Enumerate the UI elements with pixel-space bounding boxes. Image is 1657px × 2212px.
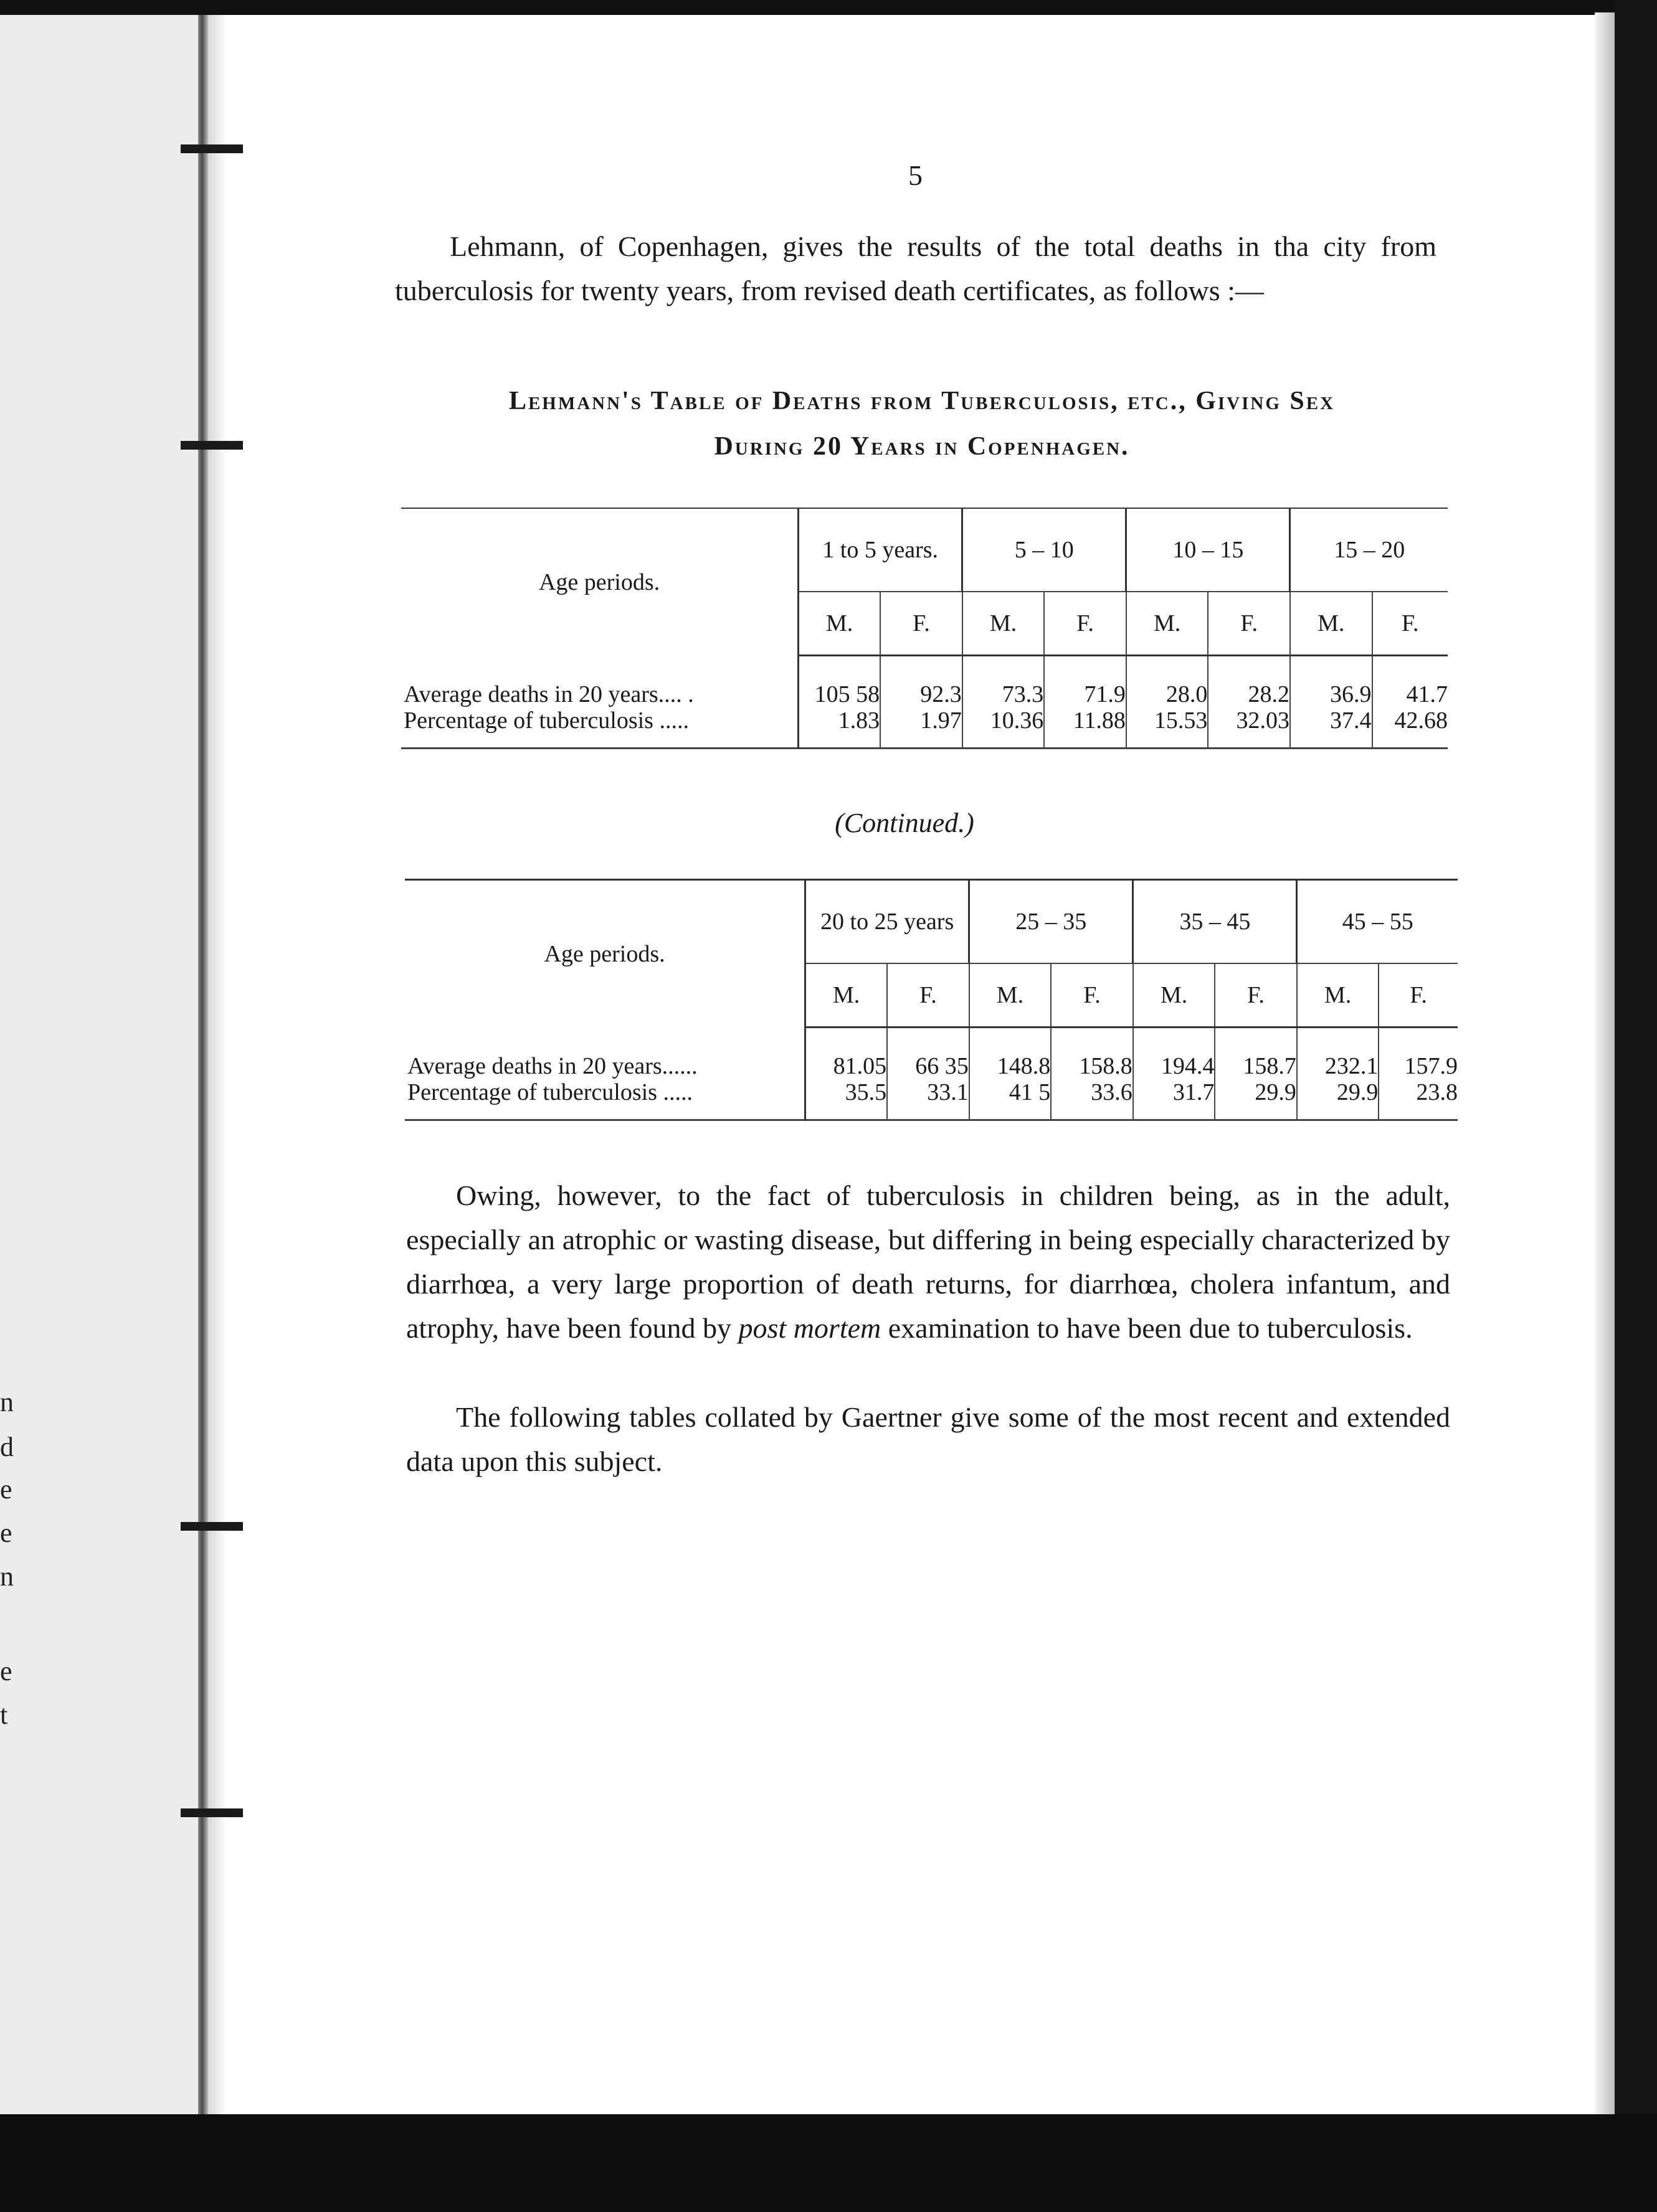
fold-shadow xyxy=(208,15,227,2114)
facing-page-edge xyxy=(0,15,198,2114)
female-column-header: F. xyxy=(1051,963,1133,1028)
table-cell: 71.9 xyxy=(1044,681,1126,707)
table-cell: 11.88 xyxy=(1044,707,1126,734)
table-cell: 15.53 xyxy=(1126,707,1208,734)
continued-label: (Continued.) xyxy=(835,808,974,838)
male-column-header: M. xyxy=(969,963,1052,1028)
body-paragraph: The following tables collated by Gaertner give some of the most recent and extended data upon this subject. xyxy=(406,1401,1450,1477)
facing-page-letter: e xyxy=(0,1656,12,1686)
paragraph-text: Owing, however, to the fact of tuberculosis in children being, as in the adult, especially an atrophic or wasting disease, but differing in being especially characterized by diarrhœa, a very large proportion of death returns, for diarrhœa, cholera infantum, and atrophy, have been found by xyxy=(406,1179,1450,1344)
age-group-header: 20 to 25 years xyxy=(805,880,969,964)
binding-clip xyxy=(181,1808,243,1817)
age-group-header: 35 – 45 xyxy=(1133,880,1297,964)
row-label: Percentage of tuberculosis ..... xyxy=(401,707,799,734)
deaths-table-1 xyxy=(401,508,1448,749)
deaths-table-2 xyxy=(405,879,1458,1121)
facing-page-letter: n xyxy=(0,1387,14,1417)
table-cell: 33.6 xyxy=(1051,1079,1133,1105)
table-cell: 41.7 xyxy=(1406,681,1448,707)
table-cell: 92.3 xyxy=(880,681,962,707)
table-cell: 23.8 xyxy=(1416,1079,1458,1105)
table-cell: 29.9 xyxy=(1297,1079,1379,1105)
table-cell: 33.1 xyxy=(887,1079,969,1105)
binding-clip xyxy=(181,1522,243,1531)
table-cell: 66 35 xyxy=(887,1053,969,1079)
male-column-header: M. xyxy=(1126,592,1208,656)
female-column-header: F. xyxy=(1379,963,1458,1028)
book-binding xyxy=(198,15,208,2114)
table-cell: 37.4 xyxy=(1290,707,1372,734)
table-cell: 42.68 xyxy=(1394,707,1448,734)
table-caption: Lehmann's Table of Deaths from Tuberculosis, etc., Giving Sex xyxy=(508,387,1336,415)
female-column-header: F. xyxy=(1208,592,1290,656)
female-column-header: F. xyxy=(887,963,969,1028)
male-column-header: M. xyxy=(1133,963,1215,1028)
scan-bottom-border xyxy=(0,2114,1657,2212)
facing-page-letter: e xyxy=(0,1474,12,1505)
table-cell: 73.3 xyxy=(962,681,1045,707)
table-cell: 41 5 xyxy=(969,1079,1052,1105)
table-row xyxy=(405,1053,1458,1079)
age-group-header: 15 – 20 xyxy=(1290,508,1448,592)
table-row xyxy=(405,1079,1458,1105)
table-cell: 81.05 xyxy=(805,1053,888,1079)
female-column-header: F. xyxy=(1372,592,1448,656)
female-column-header: F. xyxy=(1215,963,1297,1028)
table-cell: 35.5 xyxy=(805,1079,888,1105)
female-column-header: F. xyxy=(880,592,962,656)
body-paragraph xyxy=(406,1173,1450,1350)
table-cell: 28.0 xyxy=(1126,681,1208,707)
male-column-header: M. xyxy=(799,592,881,656)
age-periods-header: Age periods. xyxy=(401,508,799,656)
facing-page-letter: e xyxy=(0,1518,12,1548)
table-caption-line2: During 20 Years in Copenhagen. xyxy=(714,432,1130,461)
age-group-header: 10 – 15 xyxy=(1126,508,1290,592)
row-label: Average deaths in 20 years.... . xyxy=(401,681,799,707)
table-row xyxy=(401,707,1448,734)
table-cell: 1.97 xyxy=(880,707,962,734)
facing-page-letter: t xyxy=(0,1699,8,1730)
table-cell: 36.9 xyxy=(1290,681,1372,707)
table-cell: 31.7 xyxy=(1133,1079,1215,1105)
italic-term: post mortem xyxy=(738,1312,881,1344)
table-cell: 148.8 xyxy=(969,1053,1052,1079)
table-cell: 158.7 xyxy=(1215,1053,1297,1079)
table-cell: 32.03 xyxy=(1208,707,1290,734)
age-periods-header: Age periods. xyxy=(405,880,805,1028)
table-cell: 157.9 xyxy=(1404,1053,1458,1079)
age-group-header: 25 – 35 xyxy=(969,880,1133,964)
male-column-header: M. xyxy=(1297,963,1379,1028)
male-column-header: M. xyxy=(1290,592,1372,656)
intro-paragraph: Lehmann, of Copenhagen, gives the results of the total deaths in tha city from tuberculosis for twenty years, from revised death certificates, as follows :— xyxy=(395,230,1436,306)
table-cell: 10.36 xyxy=(962,707,1045,734)
scan-right-border xyxy=(1615,0,1657,2117)
row-label: Average deaths in 20 years...... xyxy=(405,1053,805,1079)
table-cell: 105 58 xyxy=(799,681,881,707)
row-label: Percentage of tuberculosis ..... xyxy=(405,1079,805,1105)
binding-clip xyxy=(181,441,243,450)
table-cell: 232.1 xyxy=(1297,1053,1379,1079)
scan-top-border xyxy=(0,0,1657,15)
page-number: 5 xyxy=(908,159,923,191)
facing-page-letter: d xyxy=(0,1432,14,1462)
page-edge-shadow xyxy=(1595,12,1615,2117)
age-group-header: 5 – 10 xyxy=(962,508,1126,592)
table-cell: 28.2 xyxy=(1208,681,1290,707)
facing-page-letter: n xyxy=(0,1561,14,1592)
female-column-header: F. xyxy=(1044,592,1126,656)
table-row xyxy=(401,681,1448,707)
table-cell: 29.9 xyxy=(1215,1079,1297,1105)
binding-clip xyxy=(181,144,243,153)
male-column-header: M. xyxy=(805,963,888,1028)
age-group-header: 45 – 55 xyxy=(1297,880,1458,964)
male-column-header: M. xyxy=(962,592,1045,656)
paragraph-text: examination to have been due to tuberculosis. xyxy=(881,1312,1413,1344)
table-cell: 158.8 xyxy=(1051,1053,1133,1079)
table-cell: 1.83 xyxy=(799,707,881,734)
age-group-header: 1 to 5 years. xyxy=(799,508,962,592)
table-cell: 194.4 xyxy=(1133,1053,1215,1079)
